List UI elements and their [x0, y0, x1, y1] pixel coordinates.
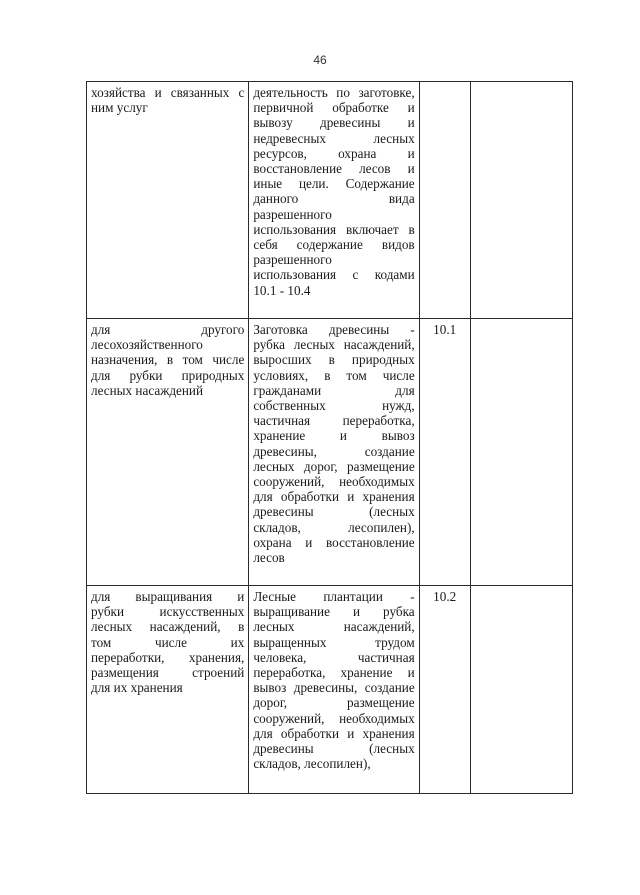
- cell-text-line: 10.1 - 10.4: [253, 282, 311, 298]
- cell-text-line: выращивание и рубка: [253, 604, 415, 620]
- cell-text-line: древесины, создание: [253, 443, 415, 459]
- cell-text-line: назначения, в том числе: [91, 352, 245, 368]
- cell-text-line: древесины (лесных: [253, 741, 415, 757]
- cell-text-line: рубка лесных насаждений,: [253, 337, 415, 353]
- cell-text-line: использования включает в: [253, 221, 415, 237]
- cell-text-line: лесных насаждений, в: [91, 619, 245, 635]
- cell-text-line: выращенных трудом: [253, 634, 415, 650]
- use-code-cell: [419, 82, 470, 319]
- table-row: [87, 586, 573, 794]
- cell-text-line: лесохозяйственного: [91, 337, 203, 353]
- page-number: 46: [313, 53, 327, 67]
- cell-text-line: собственных нужд,: [253, 398, 415, 414]
- cell-text-line: складов, лесопилен),: [253, 756, 371, 772]
- cell-text-line: условиях, в том числе: [253, 367, 415, 383]
- cell-text-line: для выращивания и: [91, 589, 245, 604]
- table-row: [87, 82, 573, 319]
- cell-text-line: переработка, хранение и: [253, 665, 415, 681]
- cell-text-line: для их хранения: [91, 680, 183, 696]
- cell-text-line: лесов: [253, 550, 285, 566]
- cell-text-line: рубки искусственных: [91, 604, 245, 620]
- cell-text-line: использования с кодами: [253, 267, 415, 283]
- cell-text-line: для обработки и хранения: [253, 489, 415, 505]
- cell-text-line: лесных дорог, размещение: [253, 458, 415, 474]
- cell-text-line: выросших в природных: [253, 352, 415, 368]
- notes-cell: [470, 319, 572, 586]
- use-name-cell: [87, 319, 249, 586]
- use-description-cell: [249, 586, 419, 794]
- cell-text-line: дорог, размещение: [253, 695, 415, 711]
- cell-text-line: лесных насаждений,: [253, 619, 415, 635]
- cell-text-line: первичной обработке и: [253, 100, 415, 116]
- cell-text-line: для рубки природных: [91, 367, 245, 383]
- cell-text-line: вывоз древесины, создание: [253, 680, 415, 696]
- cell-text-line: для другого: [91, 322, 245, 337]
- cell-text-line: восстановление лесов и: [253, 161, 415, 177]
- cell-text-line: человека, частичная: [253, 649, 415, 665]
- cell-text-line: себя содержание видов: [253, 237, 415, 253]
- cell-text-line: данного вида: [253, 191, 415, 207]
- cell-text-line: Заготовка древесины -: [253, 322, 415, 337]
- notes-cell: [470, 586, 572, 794]
- use-name-cell: [87, 82, 249, 319]
- cell-text-line: хранение и вывоз: [253, 428, 415, 444]
- use-name-cell: [87, 586, 249, 794]
- cell-text-line: том числе их: [91, 634, 245, 650]
- cell-text-line: переработки, хранения,: [91, 649, 245, 665]
- cell-text-line: хозяйства и связанных с: [91, 85, 245, 100]
- use-code-cell: [419, 586, 470, 794]
- cell-text-line: охрана и восстановление: [253, 534, 415, 550]
- cell-text-line: для обработки и хранения: [253, 725, 415, 741]
- cell-text-line: деятельность по заготовке,: [253, 85, 415, 100]
- use-code-cell: [419, 319, 470, 586]
- cell-text-line: разрешенного: [253, 206, 332, 222]
- land-use-table: [86, 81, 573, 794]
- use-code: 10.1: [433, 322, 457, 337]
- cell-text-line: складов, лесопилен),: [253, 519, 415, 535]
- use-description-cell: [249, 82, 419, 319]
- cell-text-line: разрешенного: [253, 252, 332, 268]
- cell-text-line: недревесных лесных: [253, 130, 415, 146]
- cell-text-line: гражданами для: [253, 382, 415, 398]
- notes-cell: [470, 82, 572, 319]
- cell-text-line: лесных насаждений: [91, 382, 204, 398]
- cell-text-line: частичная переработка,: [253, 413, 415, 429]
- cell-text-line: размещения строений: [91, 665, 245, 681]
- table-row: [87, 319, 573, 586]
- cell-text-line: вывозу древесины и: [253, 115, 415, 131]
- cell-text-line: ресурсов, охрана и: [253, 145, 415, 161]
- cell-text-line: древесины (лесных: [253, 504, 415, 520]
- cell-text-line: иные цели. Содержание: [253, 176, 415, 192]
- use-code: 10.2: [433, 589, 457, 604]
- use-description-cell: [249, 319, 419, 586]
- cell-text-line: ним услуг: [91, 100, 148, 116]
- cell-text-line: сооружений, необходимых: [253, 710, 415, 726]
- cell-text-line: сооружений, необходимых: [253, 474, 415, 490]
- cell-text-line: Лесные плантации -: [253, 589, 415, 604]
